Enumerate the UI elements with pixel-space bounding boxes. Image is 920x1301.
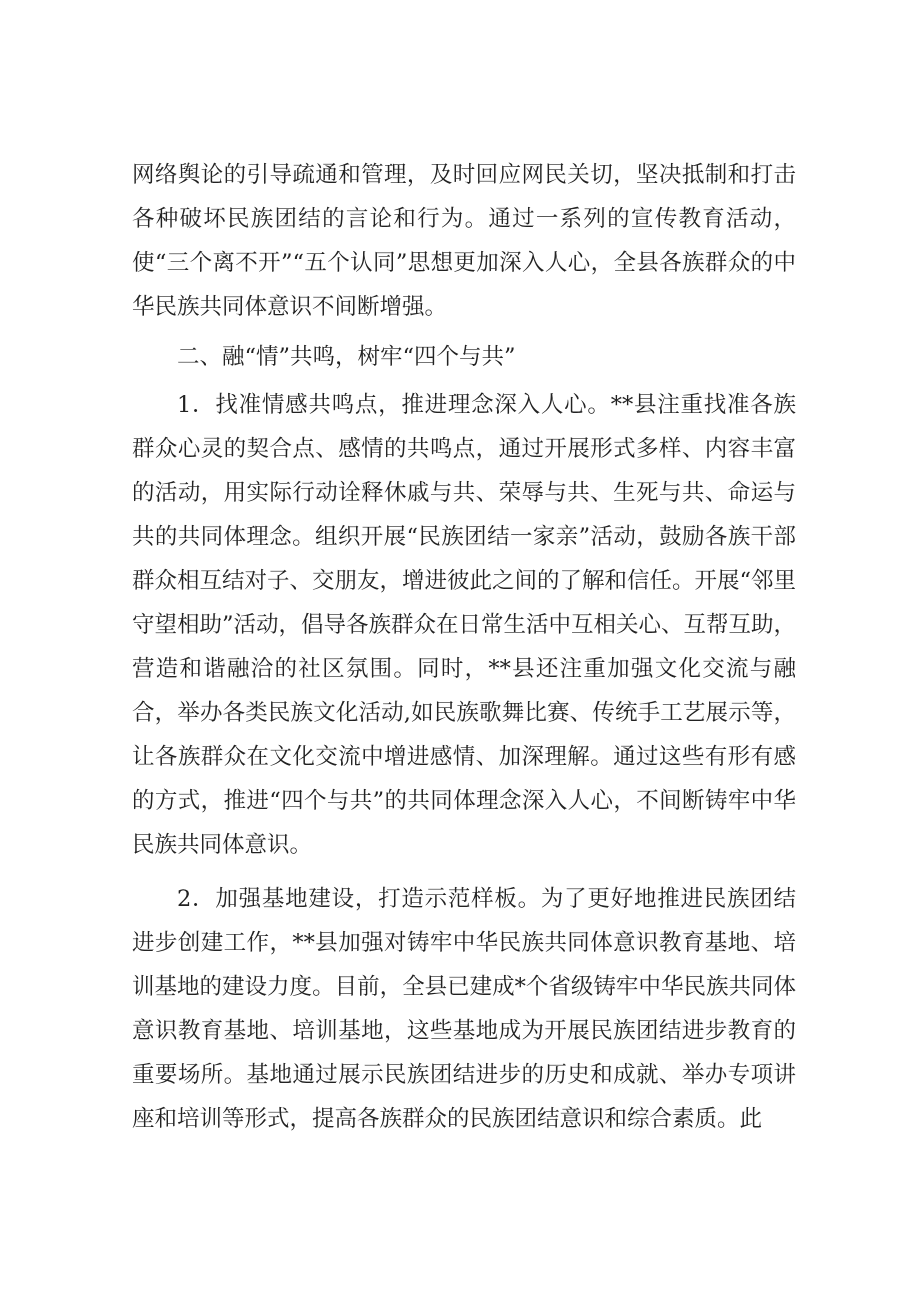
document-body xyxy=(132,153,796,1141)
paragraph-item-2: 2．加强基地建设，打造示范样板。为了更好地推进民族团结进步创建工作，**县加强对铸牢中华民族共同体意识教育基地、培训基地的建设力度。目前，全县已建成*个省级铸牢中华民族共同体意识教育基地、培训基地，这些基地成为开展民族团结进步教育的重要场所。基地通过展示民族团结进步的历史和成就、举办专项讲座和培训等形式，提高各族群众的民族团结意识和综合素质。此 xyxy=(132,886,796,1132)
paragraph-item-1: 1．找准情感共鸣点，推进理念深入人心。**县注重找准各族群众心灵的契合点、感情的共鸣点，通过开展形式多样、内容丰富的活动，用实际行动诠释休戚与共、荣辱与共、生死与共、命运与共的共同体理念。组织开展“民族团结一家亲”活动，鼓励各族干部群众相互结对子、交朋友，增进彼此之间的了解和信任。开展“邻里守望相助”活动，倡导各族群众在日常生活中互相关心、互帮互助，营造和谐融洽的社区氛围。同时，**县还注重加强文化交流与融合，举办各类民族文化活动,如民族歌舞比赛、传统手工艺展示等，让各族群众在文化交流中增进感情、加深理解。通过这些有形有感的方式，推进“四个与共”的共同体理念深入人心，不间断铸牢中华民族共同体意识。 xyxy=(132,392,797,858)
paragraph-continuation: 网络舆论的引导疏通和管理，及时回应网民关切，坚决抵制和打击各种破坏民族团结的言论和行为。通过一系列的宣传教育活动，使“三个离不开”“五个认同”思想更加深入人心，全县各族群众的中华民族共同体意识不间断增强。 xyxy=(132,162,796,320)
section-heading: 二、融“情”共鸣，树牢“四个与共” xyxy=(177,344,516,370)
